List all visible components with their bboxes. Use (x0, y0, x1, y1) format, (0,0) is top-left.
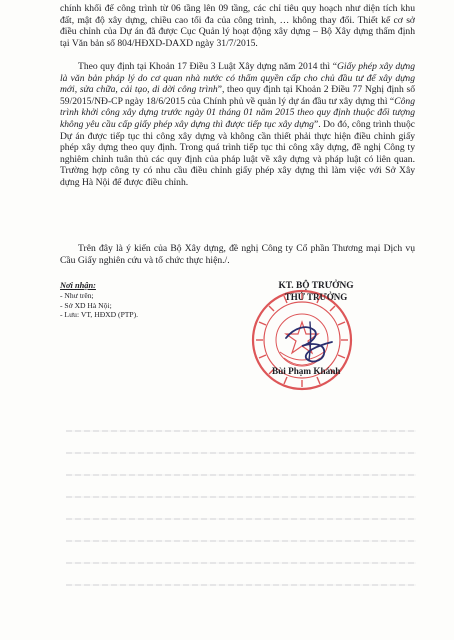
paragraph-text: ”, theo quy định tại Khoản 2 Điều 77 Nghị định số 59/2015/NĐ-CP ngày 18/6/2015 của Chính phủ về quản lý dự án đầu tư xây dựng thì “ (60, 84, 416, 107)
bleed-through-line (66, 496, 416, 498)
signer-name: Bùi Phạm Khánh (272, 366, 341, 376)
recipient-item: - Như trên; (60, 291, 94, 301)
bleed-through-line (66, 452, 416, 454)
signature-block (246, 281, 386, 302)
recipients-heading: Nơi nhận: (60, 281, 96, 290)
recipient-item: - Lưu: VT, HĐXD (PTP). (60, 310, 139, 320)
bleed-through-line (66, 474, 416, 476)
recipient-item: - Sở XD Hà Nội; (60, 300, 112, 310)
signature-subtitle: THỨ TRƯỞNG (284, 292, 348, 302)
signature-title: KT. BỘ TRƯỞNG (278, 281, 354, 291)
quoted-regulation: Công trình khởi công xây dựng trước ngày 01 tháng 01 năm 2015 theo quy định thuộc đối tượng không yêu cầu cấp giấy phép xây dựng thì được tiếp tục xây dựng (60, 95, 415, 130)
bleed-through-line (66, 584, 416, 586)
handwritten-signature-icon (280, 316, 340, 368)
bleed-through-line (66, 562, 416, 564)
recipients-list (60, 281, 220, 320)
paragraph-text: Theo quy định tại Khoản 17 Điều 3 Luật Xây dựng năm 2014 thì “ (78, 61, 337, 72)
bleed-through-line (66, 540, 416, 542)
closing-paragraph: Trên đây là ý kiến của Bộ Xây dựng, đề nghị Công ty Cổ phần Thương mại Dịch vụ Cầu Giấy nghiên cứu và tổ chức thực hiện./. (60, 243, 415, 266)
bleed-through-line (66, 518, 416, 520)
body-paragraph-2 (60, 61, 415, 189)
body-paragraph-1: chính khối để công trình từ 06 tầng lên 09 tầng, các chỉ tiêu quy hoạch như diện tích khu đất, mật độ xây dựng, chiều cao tối đa của công trình, … không thay đổi. Thiết kế cơ sở điều chỉnh của Dự án đã được Cục Quản lý hoạt động xây dựng – Bộ Xây dựng thẩm định tại Văn bản số 804/HĐXD-DAXD ngày 31/7/2015. (60, 3, 415, 49)
paragraph-text: ”. Do đó, công trình thuộc Dự án được tiếp tục thi công xây dựng và không cần thiết phải thực hiện điều chỉnh giấy phép xây dựng theo quy định. Trong quá trình tiếp tục thi công xây dựng, đề nghị Công ty nghiêm chỉnh tuân thủ các quy định của pháp luật về xây dựng và pháp luật có liên quan. Trường hợp công ty có nhu cầu điều chỉnh giấy phép xây dựng thì làm việc với Sở Xây dựng Hà Nội để được điều chỉnh. (60, 118, 416, 188)
quoted-definition: Giấy phép xây dựng là văn bản pháp lý do cơ quan nhà nước có thẩm quyền cấp cho chủ đầu tư để xây dựng mới, sửa chữa, cải tạo, di dời công trình (60, 61, 415, 96)
bleed-through-line (66, 430, 416, 432)
